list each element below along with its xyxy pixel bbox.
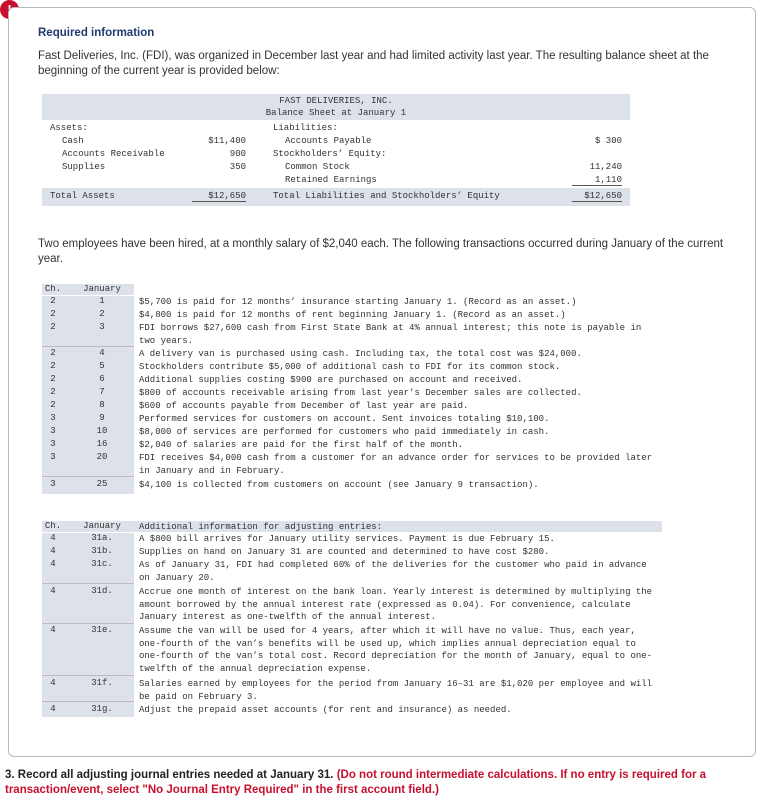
adjustment-text: As of January 31, FDI had completed 60% of the deliveries for the customer who paid in advance on January 20. — [139, 560, 647, 583]
ch-cell: 3 — [50, 439, 56, 449]
transaction-text: $800 of accounts receivable arising from last year’s December sales are collected. — [139, 388, 582, 398]
transaction-text: $8,000 of services are performed for customers who paid immediately in cash. — [139, 427, 550, 437]
day-cell: 31d. — [91, 586, 113, 596]
day-cell: 9 — [99, 413, 105, 423]
ch-cell: 2 — [50, 348, 56, 358]
day-cell: 8 — [99, 400, 105, 410]
transaction-text: $4,800 is paid for 12 months of rent beginning January 1. (Record as an asset.) — [139, 310, 566, 320]
ch-header: Ch. — [44, 284, 62, 294]
day-cell: 5 — [99, 361, 105, 371]
supplies-value: 350 — [229, 162, 246, 172]
ch-cell: 3 — [50, 426, 56, 436]
ch-header: Ch. — [44, 521, 62, 531]
day-cell: 25 — [96, 479, 108, 489]
day-cell: 31b. — [91, 546, 113, 556]
balance-sheet-subtitle: Balance Sheet at January 1 — [265, 108, 407, 118]
total-liabilities-equity-value: $12,650 — [572, 191, 622, 202]
company-name: FAST DELIVERIES, INC. — [279, 96, 393, 106]
liabilities-label: Liabilities: — [273, 123, 338, 133]
total-assets-value: $12,650 — [192, 191, 246, 202]
adjustment-text: Assume the van will be used for 4 years, after which it will have no value. Thus, each year, one-fourth of the van’s benefits will be used up, which implies annual depreciation equal to one-fourth of the van’s total cost. Record depreciation for the month of January, equal to one-twelfth of the annual depreciation expense. — [139, 626, 653, 674]
adjustment-text: Adjust the prepaid asset accounts (for rent and insurance) as needed. — [139, 705, 512, 715]
adjustments-table — [42, 521, 662, 717]
cash-label: Cash — [62, 136, 84, 146]
ch-cell: 4 — [50, 546, 56, 556]
day-cell: 16 — [96, 439, 108, 449]
day-header: January — [83, 284, 121, 294]
ch-cell: 4 — [50, 586, 56, 596]
intro-paragraph: Fast Deliveries, Inc. (FDI), was organized in December last year and had limited activity last year. The resulting balance sheet at the beginning of the current year is provided below: — [38, 50, 709, 77]
common-stock-label: Common Stock — [285, 162, 350, 172]
day-cell: 2 — [99, 309, 105, 319]
row-divider — [42, 675, 134, 676]
balance-sheet — [42, 94, 630, 206]
ch-cell: 2 — [50, 387, 56, 397]
ch-cell: 2 — [50, 309, 56, 319]
day-header: January — [83, 521, 121, 531]
row-divider — [42, 583, 134, 584]
row-divider — [42, 346, 134, 347]
transaction-text: Additional supplies costing $900 are purchased on account and received. — [139, 375, 523, 385]
ch-cell: 4 — [50, 678, 56, 688]
ch-cell: 2 — [50, 400, 56, 410]
ch-cell: 4 — [50, 704, 56, 714]
transaction-text: FDI receives $4,000 cash from a customer for an advance order for services to be provided later in January and in February. — [139, 453, 653, 476]
adjustments-description-header: Additional information for adjusting entries: — [139, 522, 383, 532]
question-instruction: (Do not round intermediate calculations. If no entry is required for a transaction/event, select "No Journal Entry Required" in the first account field.) — [5, 769, 707, 796]
adjustment-text: Accrue one month of interest on the bank loan. Yearly interest is determined by multiplying the amount borrowed by the annual interest rate (expressed as 0.04). For convenience, calculate January interest as one-twelfth of the annual interest. — [139, 587, 653, 623]
adjustment-text: Salaries earned by employees for the period from January 16–31 are $1,020 per employee and will be paid on February 3. — [139, 679, 653, 702]
day-cell: 6 — [99, 374, 105, 384]
day-cell: 31e. — [91, 625, 113, 635]
supplies-label: Supplies — [62, 162, 106, 172]
accounts-payable-value: 300 — [605, 136, 622, 146]
assets-label: Assets: — [50, 123, 88, 133]
accounts-payable-dollar: $ — [595, 136, 601, 146]
ch-cell: 3 — [50, 413, 56, 423]
cash-value: $11,400 — [208, 136, 246, 146]
day-cell: 31f. — [91, 678, 113, 688]
day-cell: 10 — [96, 426, 108, 436]
transaction-text: $4,100 is collected from customers on account (see January 9 transaction). — [139, 480, 539, 490]
day-cell: 31g. — [91, 704, 113, 714]
question-text: 3. Record all adjusting journal entries needed at January 31. — [5, 769, 334, 781]
ch-cell: 4 — [50, 533, 56, 543]
transaction-text: A delivery van is purchased using cash. Including tax, the total cost was $24,000. — [139, 349, 582, 359]
ch-cell: 2 — [50, 361, 56, 371]
day-cell: 3 — [99, 322, 105, 332]
ch-cell: 2 — [50, 296, 56, 306]
adjustment-text: A $800 bill arrives for January utility services. Payment is due February 15. — [139, 534, 555, 544]
transaction-text: $5,700 is paid for 12 months’ insurance starting January 1. (Record as an asset.) — [139, 297, 577, 307]
ch-cell: 3 — [50, 479, 56, 489]
employees-paragraph: Two employees have been hired, at a monthly salary of $2,040 each. The following transactions occurred during January of the current year. — [38, 238, 724, 265]
transaction-text: $2,040 of salaries are paid for the first half of the month. — [139, 440, 464, 450]
ch-cell: 4 — [50, 559, 56, 569]
day-cell: 31c. — [91, 559, 113, 569]
row-divider — [42, 476, 134, 477]
ch-cell: 3 — [50, 452, 56, 462]
transaction-text: $600 of accounts payable from December of last year are paid. — [139, 401, 469, 411]
transaction-text: FDI borrows $27,600 cash from First State Bank at 4% annual interest; this note is payable in two years. — [139, 323, 642, 346]
total-liabilities-equity-label: Total Liabilities and Stockholders’ Equity — [273, 191, 500, 201]
row-divider — [42, 701, 134, 702]
transaction-text: Stockholders contribute $5,000 of additional cash to FDI for its common stock. — [139, 362, 561, 372]
accounts-receivable-value: 900 — [229, 149, 246, 159]
question-prompt — [5, 768, 765, 798]
ch-cell: 2 — [50, 374, 56, 384]
total-assets-label: Total Assets — [50, 191, 115, 201]
accounts-receivable-label: Accounts Receivable — [62, 149, 165, 159]
day-cell: 31a. — [91, 533, 113, 543]
stockholders-equity-label: Stockholders’ Equity: — [273, 149, 387, 159]
transactions-table — [42, 284, 662, 494]
day-cell: 20 — [96, 452, 108, 462]
retained-earnings-value: 1,110 — [572, 175, 622, 186]
ch-cell: 4 — [50, 625, 56, 635]
ch-cell: 2 — [50, 322, 56, 332]
adjustment-text: Supplies on hand on January 31 are counted and determined to have cost $280. — [139, 547, 550, 557]
day-cell: 4 — [99, 348, 105, 358]
accounts-payable-label: Accounts Payable — [285, 136, 372, 146]
day-cell: 1 — [99, 296, 105, 306]
day-cell: 7 — [99, 387, 105, 397]
section-title: Required information — [38, 27, 155, 39]
transaction-text: Performed services for customers on account. Sent invoices totaling $10,100. — [139, 414, 550, 424]
retained-earnings-label: Retained Earnings — [285, 175, 377, 185]
common-stock-value: 11,240 — [589, 162, 622, 172]
row-divider — [42, 623, 134, 624]
